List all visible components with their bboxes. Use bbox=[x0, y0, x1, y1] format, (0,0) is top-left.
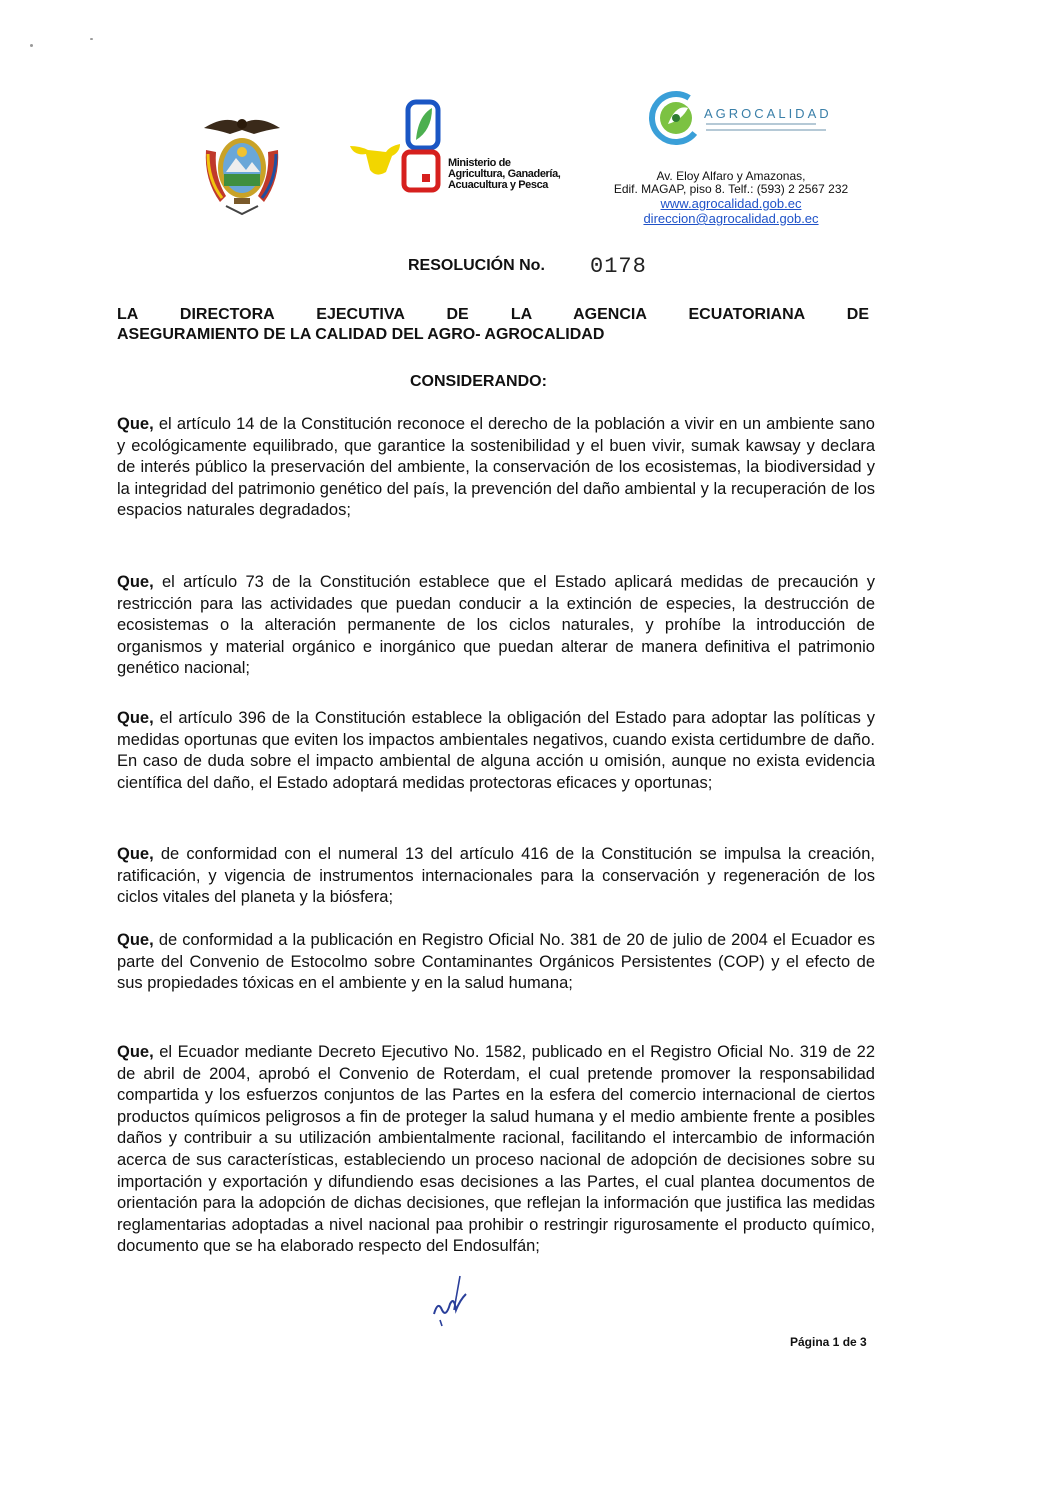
recital-lead: Que, bbox=[117, 845, 154, 863]
recital-lead: Que, bbox=[117, 709, 154, 727]
recital-lead: Que, bbox=[117, 415, 154, 433]
recital-paragraph bbox=[117, 572, 875, 680]
recital-lead: Que, bbox=[117, 1043, 154, 1061]
ministry-logo-icon bbox=[346, 96, 458, 196]
scan-speck bbox=[90, 38, 93, 40]
heading-line: LA DIRECTORA EJECUTIVA DE LA AGENCIA ECUATORIANA DE bbox=[117, 306, 869, 323]
agency-name: AGROCALIDAD bbox=[704, 106, 832, 121]
considerando-title: CONSIDERANDO: bbox=[410, 373, 547, 390]
resolution-number: 0178 bbox=[590, 254, 647, 279]
recital-text: el artículo 73 de la Constitución establece que el Estado aplicará medidas de precaución y restricción para las actividades que puedan conducir a la extinción de especies, la destrucción de ecosistemas o la alteración permanente de los ciclos naturales, y prohíbe la introducción de organismos y material orgánico e inorgánico que puedan alterar de manera definitiva el patrimonio genético nacional; bbox=[117, 573, 875, 678]
recital-text: de conformidad con el numeral 13 del artículo 416 de la Constitución se impulsa la creación, ratificación, y vigencia de instrumentos internacionales para la conservación y regeneración de los ciclos vitales del planeta y la biósfera; bbox=[117, 845, 875, 907]
page-number: Página 1 de 3 bbox=[790, 1335, 867, 1349]
agency-tagline-icon bbox=[706, 121, 826, 133]
recital-paragraph bbox=[117, 414, 875, 522]
ministry-line: Ministerio de bbox=[448, 157, 511, 169]
heading-line: ASEGURAMIENTO DE LA CALIDAD DEL AGRO- AGROCALIDAD bbox=[117, 326, 605, 343]
address-line: Edif. MAGAP, piso 8. Telf.: (593) 2 2567 232 bbox=[613, 182, 849, 196]
recital-text: de conformidad a la publicación en Registro Oficial No. 381 de 20 de julio de 2004 el Ecuador es parte del Convenio de Estocolmo sobre Contaminantes Orgánicos Persistentes (COP) y el efecto de sus propiedades tóxicas en el ambiente y en la salud humana; bbox=[117, 931, 875, 993]
agency-address bbox=[600, 170, 862, 226]
agrocalidad-logo-icon bbox=[646, 90, 710, 146]
recital-text: el artículo 396 de la Constitución establece la obligación del Estado para adoptar las políticas y medidas oportunas que eviten los impactos ambientales negativos, cuando exista certidumbre de daño. En caso de duda sobre el impacto ambiental de alguna acción u omisión, aunque no exista evidencia científica del daño, el Estado adoptará medidas protectoras eficaces y oportunas; bbox=[117, 709, 875, 792]
ministry-line: Agricultura, Ganadería, bbox=[448, 168, 561, 180]
recital-paragraph bbox=[117, 708, 875, 794]
resolution-label: RESOLUCIÓN No. bbox=[408, 257, 545, 274]
recital-paragraph bbox=[117, 844, 875, 909]
recital-lead: Que, bbox=[117, 931, 154, 949]
ministry-line: Acuacultura y Pesca bbox=[448, 179, 549, 191]
handwritten-initials-icon bbox=[420, 1270, 480, 1330]
website-link[interactable]: www.agrocalidad.gob.ec bbox=[660, 196, 802, 211]
document-heading bbox=[117, 305, 869, 345]
email-link[interactable]: direccion@agrocalidad.gob.ec bbox=[643, 211, 819, 226]
recital-paragraph bbox=[117, 1042, 875, 1258]
scan-speck bbox=[30, 44, 33, 47]
recital-text: el artículo 14 de la Constitución reconoce el derecho de la población a vivir en un ambiente sano y ecológicamente equilibrado, que garantice la sostenibilidad y el buen vivir, sumak kawsay y declara de interés público la preservación del ambiente, la conservación de los ecosistemas, la biodiversidad y la integridad del patrimonio genético del país, la prevención del daño ambiental y la recuperación de los espacios naturales degradados; bbox=[117, 415, 875, 520]
coat-of-arms-icon bbox=[196, 110, 288, 218]
address-line: Av. Eloy Alfaro y Amazonas, bbox=[656, 169, 806, 183]
recital-paragraph bbox=[117, 930, 875, 995]
ministry-name bbox=[448, 158, 560, 191]
recital-text: el Ecuador mediante Decreto Ejecutivo No. 1582, publicado en el Registro Oficial No. 319 de 22 de abril de 2004, aprobó el Convenio de Roterdam, el cual pretende promover la responsabilidad compartida y los esfuerzos conjuntos de las Partes en la esfera del comercio internacional de ciertos productos químicos peligrosos a fin de proteger la salud humana y el medio ambiente frente a posibles daños y contribuir a su utilización ambientalmente racional, facilitando el intercambio de información acerca de sus características, estableciendo un proceso nacional de adopción de decisiones sobre su importación y exportación y difundiendo esas decisiones a las Partes, el cual plantea documentos de orientación para la adopción de dichas decisiones, que reflejan la información que justifica las medidas reglamentarias adoptadas a nivel nacional paa prohibir o restringir rigurosamente el producto químico, documento que se ha elaborado respecto del Endosulfán; bbox=[117, 1043, 875, 1256]
recital-lead: Que, bbox=[117, 573, 154, 591]
